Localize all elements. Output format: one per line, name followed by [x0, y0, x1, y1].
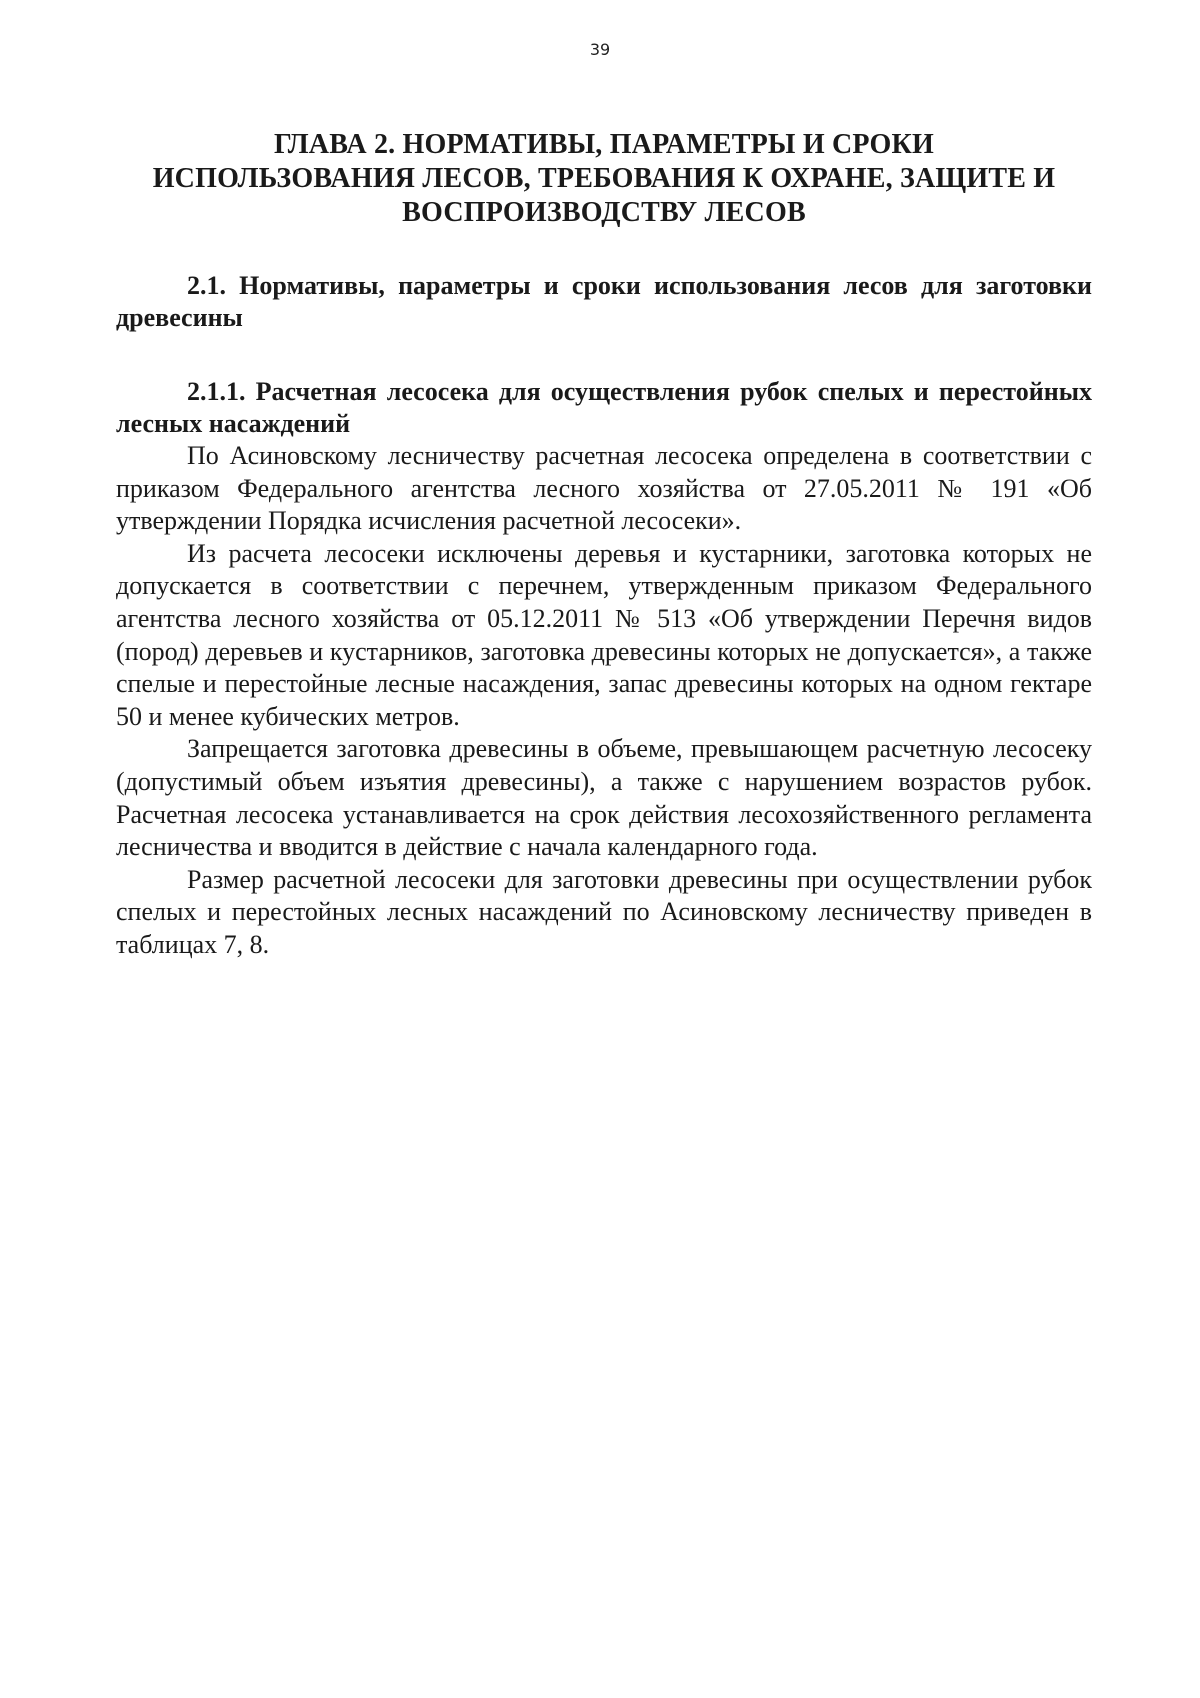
body-paragraph: Из расчета лесосеки исключены деревья и кустарники, заготовка которых не допускается в соответствии с перечнем, утвержденным приказом Федерального агентства лесного хозяйства от 05.12.2011 № 513 «Об утверждении Перечня видов (пород) деревьев и кустарников, заготовка древесины которых не допускается», а также спелые и перестойные лесные насаждения, запас древесины которых на одном гектаре 50 и менее кубических метров. [116, 538, 1092, 731]
chapter-title-line: ГЛАВА 2. НОРМАТИВЫ, ПАРАМЕТРЫ И СРОКИ [273, 129, 935, 160]
chapter-title-line: ВОСПРОИЗВОДСТВУ ЛЕСОВ [402, 197, 806, 228]
page-number: 39 [589, 40, 611, 59]
body-paragraph: Размер расчетной лесосеки для заготовки древесины при осуществлении рубок спелых и перестойных лесных насаждений по Асиновскому лесничеству приведен в таблицах 7, 8. [116, 864, 1092, 959]
body-paragraph: Запрещается заготовка древесины в объеме, превышающем расчетную лесосеку (допустимый объем изъятия древесины), а также с нарушением возрастов рубок. Расчетная лесосека устанавливается на срок действия лесохозяйственного регламента лесничества и вводится в действие с начала календарного года. [116, 734, 1092, 862]
chapter-title-line: ИСПОЛЬЗОВАНИЯ ЛЕСОВ, ТРЕБОВАНИЯ К ОХРАНЕ, ЗАЩИТЕ И [152, 163, 1056, 194]
body-paragraph: По Асиновскому лесничеству расчетная лесосека определена в соответствии с приказом Федерального агентства лесного хозяйства от 27.05.2011 № 191 «Об утверждении Порядка исчисления расчетной лесосеки». [116, 441, 1092, 536]
document-content [116, 128, 1092, 962]
subsection-title: 2.1.1. Расчетная лесосека для осуществления рубок спелых и перестойных лесных насаждений [116, 377, 1092, 438]
chapter-title [116, 128, 1092, 230]
section-title: 2.1. Нормативы, параметры и сроки использования лесов для заготовки древесины [116, 271, 1092, 332]
